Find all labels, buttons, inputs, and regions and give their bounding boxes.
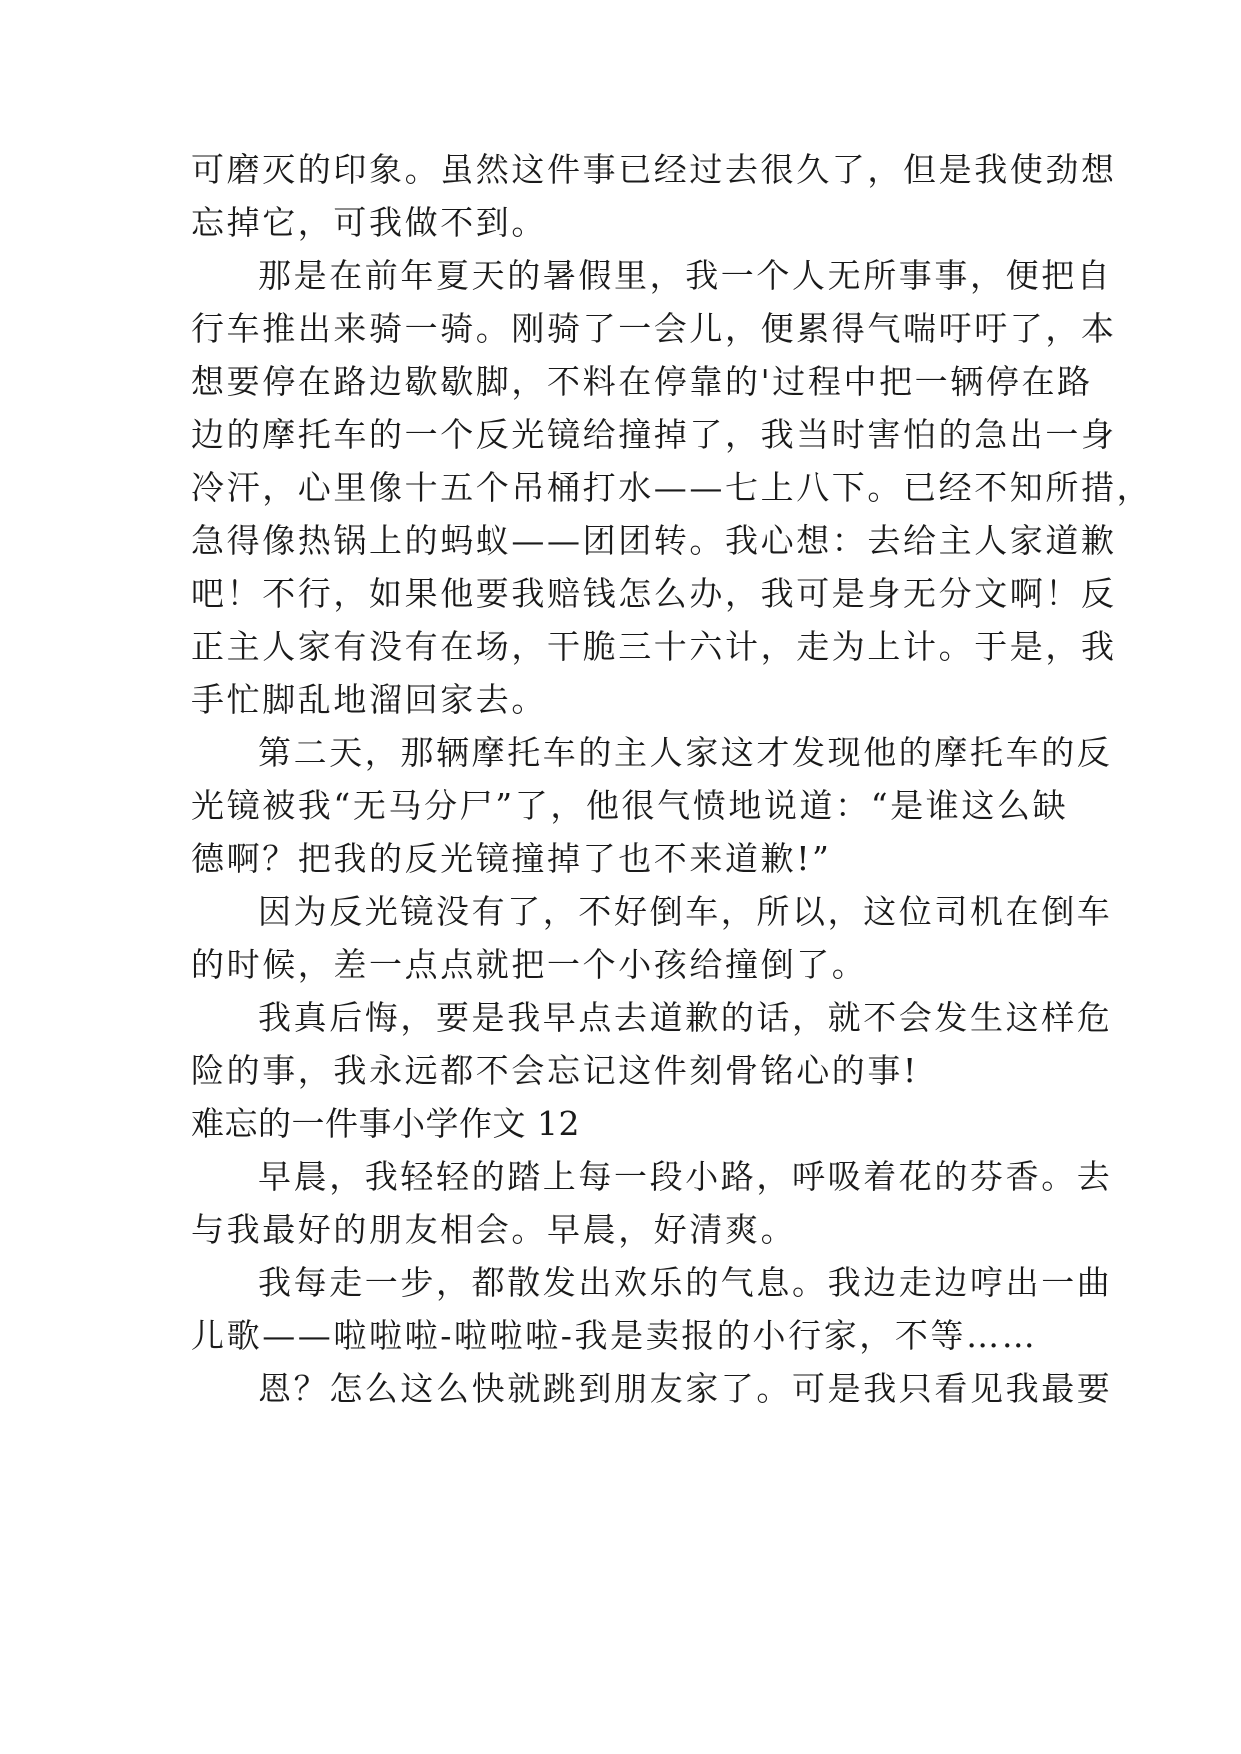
text-line: 忘掉它，可我做不到。: [191, 203, 547, 242]
text-line: 边的摩托车的一个反光镜给撞掉了，我当时害怕的急出一身: [191, 415, 1117, 454]
paragraph-start-line: 第二天，那辆摩托车的主人家这才发现他的摩托车的反: [258, 733, 1113, 772]
text-line: 德啊？把我的反光镜撞掉了也不来道歉!”: [191, 839, 832, 878]
paragraph-start-line: 那是在前年夏天的暑假里，我一个人无所事事，便把自: [258, 256, 1113, 295]
text-line: 光镜被我“无马分尸”了，他很气愤地说道：“是谁这么缺: [191, 786, 1069, 825]
paragraph-start-line: 因为反光镜没有了，不好倒车，所以，这位司机在倒车: [258, 892, 1113, 931]
section-heading: 难忘的一件事小学作文 12: [191, 1104, 580, 1143]
text-line: 想要停在路边歇歇脚，不料在停靠的'过程中把一辆停在路: [191, 362, 1093, 401]
paragraph-start-line: 我每走一步，都散发出欢乐的气息。我边走边哼出一曲: [258, 1263, 1113, 1302]
paragraph-start-line: 早晨，我轻轻的踏上每一段小路，呼吸着花的芬香。去: [258, 1157, 1113, 1196]
text-line: 的时候，差一点点就把一个小孩给撞倒了。: [191, 945, 868, 984]
text-line: 儿歌——啦啦啦-啦啦啦-我是卖报的小行家，不等……: [191, 1316, 1038, 1355]
text-line: 急得像热锅上的蚂蚁——团团转。我心想：去给主人家道歉: [191, 521, 1117, 560]
text-line: 正主人家有没有在场，干脆三十六计，走为上计。于是，我: [191, 627, 1117, 666]
paragraph-start-line: 我真后悔，要是我早点去道歉的话，就不会发生这样危: [258, 998, 1113, 1037]
text-line: 手忙脚乱地溜回家去。: [191, 680, 547, 719]
text-line: 吧！不行，如果他要我赔钱怎么办，我可是身无分文啊！反: [191, 574, 1117, 613]
text-line: 行车推出来骑一骑。刚骑了一会儿，便累得气喘吁吁了，本: [191, 309, 1117, 348]
text-line: 可磨灭的印象。虽然这件事已经过去很久了，但是我使劲想: [191, 150, 1117, 189]
text-line: 险的事，我永远都不会忘记这件刻骨铭心的事!: [191, 1051, 919, 1090]
text-line: 冷汗，心里像十五个吊桶打水——七上八下。已经不知所措，: [191, 468, 1153, 507]
text-line: 与我最好的朋友相会。早晨，好清爽。: [191, 1210, 797, 1249]
paragraph-start-line: 恩？怎么这么快就跳到朋友家了。可是我只看见我最要: [258, 1369, 1113, 1408]
